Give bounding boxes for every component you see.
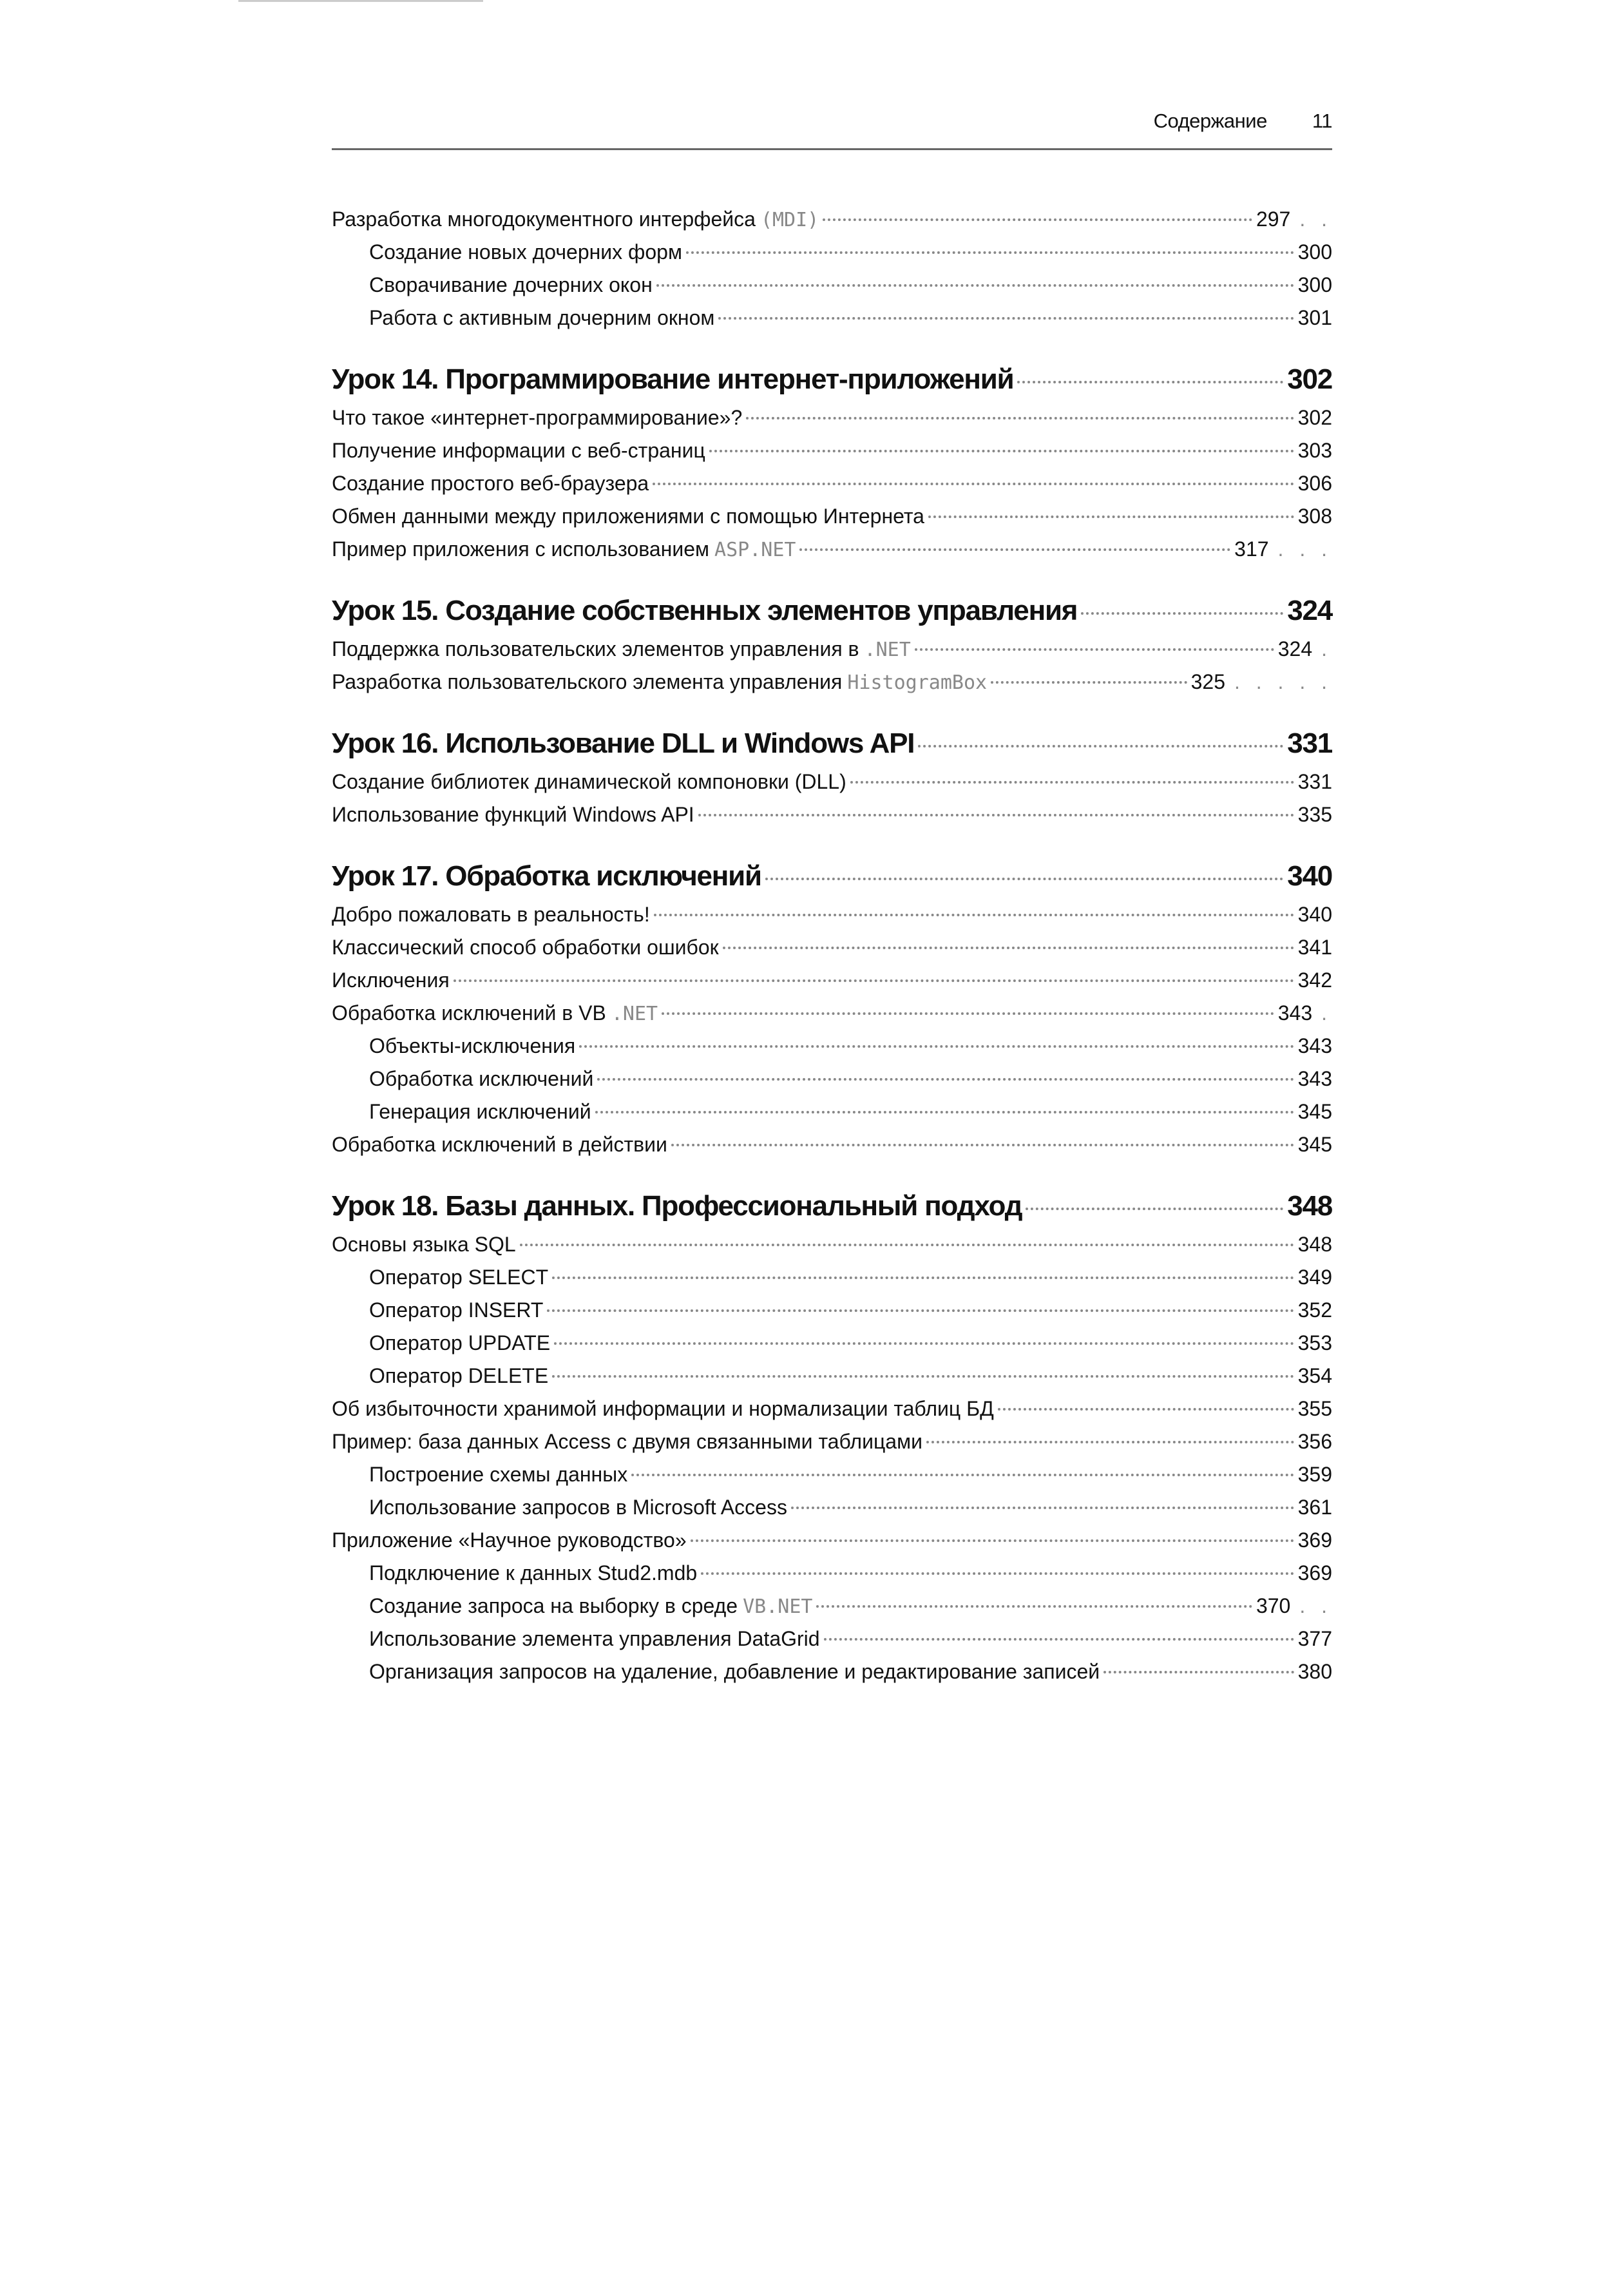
dot-leader xyxy=(579,1045,1294,1048)
entry-title: Что такое «интернет-программирование»? xyxy=(332,406,743,429)
toc-chapter xyxy=(332,1187,1332,1226)
entry-page: 369 xyxy=(1297,1528,1332,1552)
entry-title: Объекты-исключения xyxy=(369,1034,576,1057)
dot-leader xyxy=(662,1012,1274,1015)
entry-page: 331 xyxy=(1287,727,1332,759)
entry-page: 302 xyxy=(1297,406,1332,429)
toc-entry xyxy=(332,1327,1332,1360)
toc-entry xyxy=(332,1491,1332,1524)
running-header xyxy=(332,110,1332,133)
toc-entry xyxy=(332,1030,1332,1063)
dot-leader xyxy=(454,979,1294,982)
entry-page: 317 xyxy=(1234,537,1269,561)
entry-page: 306 xyxy=(1297,472,1332,495)
entry-title: Урок 18. Базы данных. Профессиональный подход xyxy=(332,1190,1022,1222)
toc-entry xyxy=(332,500,1332,533)
entry-title: Обработка исключений в VB xyxy=(332,1001,606,1025)
entry-title: Организация запросов на удаление, добавление и редактирование записей xyxy=(369,1660,1100,1683)
entry-page: 348 xyxy=(1297,1233,1332,1256)
entry-title: Обработка исключений xyxy=(369,1067,594,1090)
header-rule xyxy=(332,148,1332,150)
dot-leader xyxy=(816,1605,1252,1608)
dot-leader xyxy=(554,1342,1294,1345)
entry-title: Использование элемента управления DataGrid xyxy=(369,1627,820,1650)
dot-leader xyxy=(765,878,1283,880)
dot-leader xyxy=(799,548,1230,551)
entry-code-term: .NET xyxy=(864,639,911,661)
entry-page: 354 xyxy=(1297,1364,1332,1387)
dot-leader xyxy=(718,317,1294,320)
entry-title: Обмен данными между приложениями с помощью Интернета xyxy=(332,505,924,528)
dot-leader xyxy=(746,417,1294,419)
toc-entry xyxy=(332,666,1332,699)
toc-entry xyxy=(332,798,1332,831)
entry-title: Генерация исключений xyxy=(369,1100,591,1123)
toc-entry xyxy=(332,1063,1332,1095)
toc-entry xyxy=(332,1425,1332,1458)
entry-page: 377 xyxy=(1297,1627,1332,1650)
entry-page: 300 xyxy=(1297,273,1332,296)
dot-leader xyxy=(701,1572,1294,1575)
entry-title: Создание простого веб-браузера xyxy=(332,472,649,495)
entry-title: Получение информации с веб-страниц xyxy=(332,439,705,462)
table-of-contents xyxy=(332,203,1332,1688)
entry-title: Создание новых дочерних форм xyxy=(369,240,682,264)
toc-entry xyxy=(332,964,1332,997)
toc-entry xyxy=(332,1392,1332,1425)
entry-page: 341 xyxy=(1297,936,1332,959)
entry-page: 380 xyxy=(1297,1660,1332,1683)
dot-leader xyxy=(1103,1671,1294,1673)
section-title: Содержание xyxy=(1153,110,1267,132)
entry-title: Об избыточности хранимой информации и нормализации таблиц БД xyxy=(332,1397,994,1420)
toc-chapter xyxy=(332,592,1332,630)
dot-leader xyxy=(850,781,1294,784)
trailing-dots: . . xyxy=(1299,1594,1332,1617)
entry-page: 308 xyxy=(1297,505,1332,528)
entry-page: 349 xyxy=(1297,1266,1332,1289)
dot-leader xyxy=(547,1309,1294,1312)
dot-leader xyxy=(918,745,1283,747)
entry-page: 325 xyxy=(1190,670,1225,693)
scan-artifact-line xyxy=(238,0,483,2)
entry-page: 369 xyxy=(1297,1561,1332,1585)
entry-title: Оператор UPDATE xyxy=(369,1331,551,1354)
entry-title: Оператор DELETE xyxy=(369,1364,549,1387)
entry-page: 370 xyxy=(1256,1594,1291,1617)
toc-entry xyxy=(332,1128,1332,1161)
entry-title: Создание библиотек динамической компоновки (DLL) xyxy=(332,770,846,793)
entry-title: Оператор INSERT xyxy=(369,1298,544,1322)
dot-leader xyxy=(520,1244,1294,1246)
entry-page: 361 xyxy=(1297,1496,1332,1519)
dot-leader xyxy=(686,251,1294,254)
toc-entry xyxy=(332,1623,1332,1655)
entry-page: 340 xyxy=(1297,903,1332,926)
entry-code-term: .NET xyxy=(611,1003,658,1025)
toc-entry xyxy=(332,997,1332,1030)
entry-code-term: ASP.NET xyxy=(714,539,796,561)
entry-page: 335 xyxy=(1297,803,1332,826)
entry-title: Основы языка SQL xyxy=(332,1233,516,1256)
entry-title: Работа с активным дочерним окном xyxy=(369,306,715,329)
entry-page: 359 xyxy=(1297,1463,1332,1486)
entry-page: 342 xyxy=(1297,968,1332,992)
dot-leader xyxy=(1026,1208,1283,1210)
entry-page: 348 xyxy=(1287,1190,1332,1222)
toc-entry xyxy=(332,1524,1332,1557)
toc-entry xyxy=(332,1557,1332,1590)
entry-title: Классический способ обработки ошибок xyxy=(332,936,719,959)
entry-page: 302 xyxy=(1287,363,1332,395)
dot-leader xyxy=(691,1539,1294,1542)
entry-title: Пример: база данных Access с двумя связанными таблицами xyxy=(332,1430,922,1453)
toc-entry xyxy=(332,434,1332,467)
trailing-dots: . . xyxy=(1299,207,1332,231)
entry-title: Добро пожаловать в реальность! xyxy=(332,903,650,926)
trailing-dots: . xyxy=(1321,1001,1332,1025)
dot-leader xyxy=(1017,381,1283,383)
entry-title: Разработка пользовательского элемента управления xyxy=(332,670,843,693)
dot-leader xyxy=(991,681,1187,684)
dot-leader xyxy=(926,1441,1294,1443)
toc-entry xyxy=(332,1294,1332,1327)
dot-leader xyxy=(824,1638,1294,1641)
toc-entry xyxy=(332,401,1332,434)
trailing-dots: . xyxy=(1321,637,1332,660)
dot-leader xyxy=(823,218,1252,221)
toc-entry xyxy=(332,1360,1332,1392)
entry-title: Создание запроса на выборку в среде xyxy=(369,1594,738,1617)
entry-page: 345 xyxy=(1297,1100,1332,1123)
toc-chapter xyxy=(332,724,1332,763)
toc-entry xyxy=(332,1095,1332,1128)
dot-leader xyxy=(631,1474,1294,1476)
dot-leader xyxy=(709,450,1294,452)
entry-title: Разработка многодокументного интерфейса xyxy=(332,207,756,231)
entry-title: Урок 15. Создание собственных элементов управления xyxy=(332,595,1078,626)
entry-page: 331 xyxy=(1297,770,1332,793)
entry-page: 345 xyxy=(1297,1133,1332,1156)
entry-code-term: VB.NET xyxy=(743,1595,813,1618)
toc-entry xyxy=(332,766,1332,798)
entry-page: 297 xyxy=(1256,207,1291,231)
toc-entry xyxy=(332,1458,1332,1491)
entry-page: 303 xyxy=(1297,439,1332,462)
dot-leader xyxy=(915,648,1274,651)
toc-entry xyxy=(332,236,1332,269)
entry-title: Использование функций Windows API xyxy=(332,803,694,826)
entry-page: 343 xyxy=(1277,1001,1313,1025)
entry-page: 353 xyxy=(1297,1331,1332,1354)
entry-title: Урок 17. Обработка исключений xyxy=(332,860,761,892)
entry-page: 340 xyxy=(1287,860,1332,892)
entry-title: Поддержка пользовательских элементов управления в xyxy=(332,637,859,660)
toc-entry xyxy=(332,467,1332,500)
toc-entry xyxy=(332,1590,1332,1623)
toc-chapter xyxy=(332,360,1332,399)
entry-title: Использование запросов в Microsoft Access xyxy=(369,1496,787,1519)
trailing-dots: . . . . . xyxy=(1234,670,1332,693)
toc-chapter xyxy=(332,857,1332,896)
dot-leader xyxy=(552,1375,1294,1378)
entry-title: Оператор SELECT xyxy=(369,1266,549,1289)
dot-leader xyxy=(552,1277,1294,1279)
trailing-dots: . . . xyxy=(1277,537,1332,561)
dot-leader xyxy=(597,1078,1294,1081)
entry-title: Пример приложения с использованием xyxy=(332,537,710,561)
entry-title: Построение схемы данных xyxy=(369,1463,628,1486)
entry-title: Обработка исключений в действии xyxy=(332,1133,667,1156)
entry-page: 324 xyxy=(1287,595,1332,626)
page-number: 11 xyxy=(1312,110,1332,132)
dot-leader xyxy=(928,516,1294,518)
entry-page: 343 xyxy=(1297,1067,1332,1090)
toc-entry xyxy=(332,1655,1332,1688)
entry-title: Урок 14. Программирование интернет-приложений xyxy=(332,363,1014,395)
entry-title: Урок 16. Использование DLL и Windows API xyxy=(332,727,915,759)
dot-leader xyxy=(1081,612,1283,615)
entry-page: 300 xyxy=(1297,240,1332,264)
entry-code-term: (MDI) xyxy=(760,209,819,231)
dot-leader xyxy=(698,814,1294,816)
entry-page: 355 xyxy=(1297,1397,1332,1420)
dot-leader xyxy=(656,284,1294,287)
entry-page: 352 xyxy=(1297,1298,1332,1322)
toc-entry xyxy=(332,633,1332,666)
toc-entry xyxy=(332,1261,1332,1294)
entry-page: 301 xyxy=(1297,306,1332,329)
toc-entry xyxy=(332,203,1332,236)
toc-entry xyxy=(332,533,1332,566)
toc-entry xyxy=(332,898,1332,931)
toc-entry xyxy=(332,302,1332,334)
entry-page: 356 xyxy=(1297,1430,1332,1453)
dot-leader xyxy=(654,914,1294,916)
entry-title: Приложение «Научное руководство» xyxy=(332,1528,687,1552)
dot-leader xyxy=(791,1507,1294,1509)
entry-title: Сворачивание дочерних окон xyxy=(369,273,653,296)
toc-entry xyxy=(332,269,1332,302)
entry-title: Исключения xyxy=(332,968,450,992)
entry-page: 324 xyxy=(1277,637,1313,660)
dot-leader xyxy=(723,947,1294,949)
dot-leader xyxy=(653,483,1294,485)
dot-leader xyxy=(671,1144,1294,1146)
toc-entry xyxy=(332,1228,1332,1261)
entry-title: Подключение к данных Stud2.mdb xyxy=(369,1561,698,1585)
entry-code-term: HistogramBox xyxy=(847,671,988,694)
dot-leader xyxy=(998,1408,1294,1411)
entry-page: 343 xyxy=(1297,1034,1332,1057)
toc-entry xyxy=(332,931,1332,964)
dot-leader xyxy=(595,1111,1294,1113)
